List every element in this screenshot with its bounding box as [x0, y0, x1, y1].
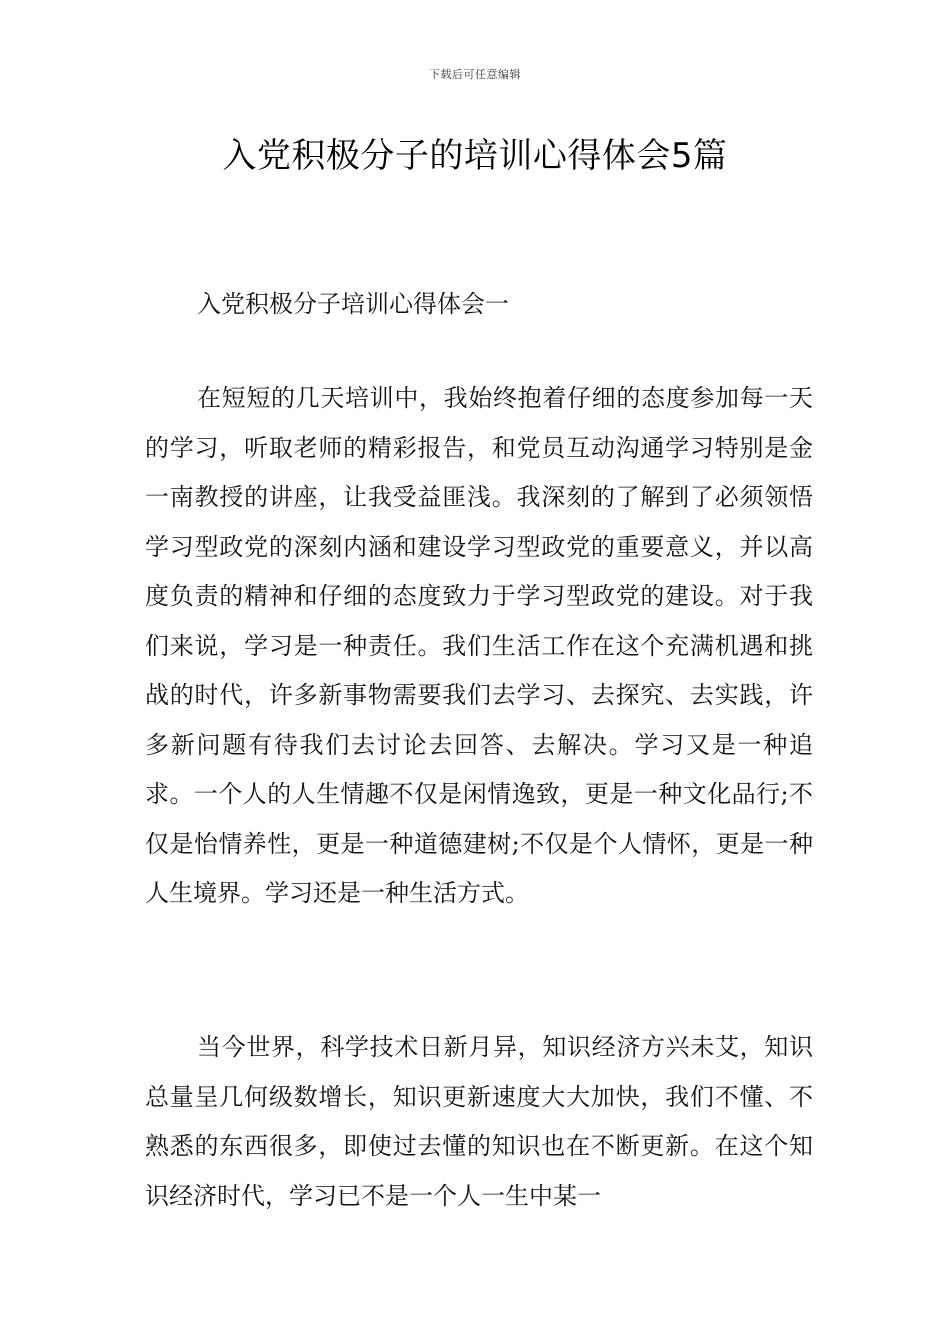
header-note: 下载后可任意编辑 [429, 68, 521, 81]
document-title: 入党积极分子的培训心得体会5篇 [222, 136, 728, 176]
body-paragraph-1: 在短短的几天培训中，我始终抱着仔细的态度参加每一天的学习，听取老师的精彩报告，和党员互动沟通学习特别是金一南教授的讲座，让我受益匪浅。我深刻的了解到了必须领悟学习型政党的深刻内涵和建设学习型政党的重要意义，并以高度负责的精神和仔细的态度致力于学习型政党的建设。对于我们来说，学习是一种责任。我们生活工作在这个充满机遇和挑战的时代，许多新事物需要我们去学习、去探究、去实践，许多新问题有待我们去讨论去回答、去解决。学习又是一种追求。一个人的人生情趣不仅是闲情逸致，更是一种文化品行;不仅是怡情养性，更是一种道德建树;不仅是个人情怀，更是一种人生境界。学习还是一种生活方式。 [145, 384, 813, 907]
section-heading: 入党积极分子培训心得体会一 [197, 290, 509, 318]
body-paragraph-2: 当今世界，科学技术日新月异，知识经济方兴未艾，知识总量呈几何级数增长，知识更新速度大大加快，我们不懂、不熟悉的东西很多，即使过去懂的知识也在不断更新。在这个知识经济时代，学习已不是一个人一生中某一 [145, 1033, 813, 1210]
